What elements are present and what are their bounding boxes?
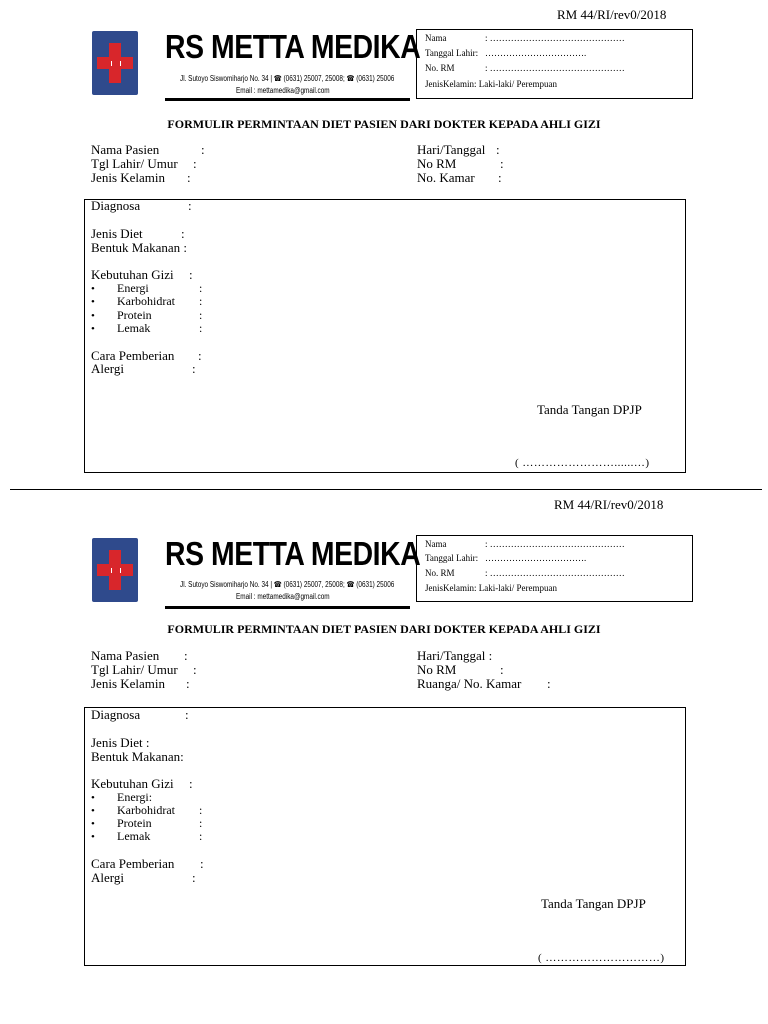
id-row-no-rm: No. RM : ……………………………………… (425, 568, 625, 578)
nutrient-protein: • Protein : (91, 308, 203, 322)
field-diagnosa: Diagnosa : (91, 707, 189, 722)
field-diagnosa: Diagnosa : (91, 198, 192, 213)
field-no-rm: No RM : (417, 662, 504, 677)
field-alergi: Alergi : (91, 361, 196, 376)
field-bentuk-makanan: Bentuk Makanan: (91, 749, 184, 764)
field-no-rm: No RM : (417, 156, 504, 171)
nutrient-protein: • Protein : (91, 816, 203, 830)
hospital-email: Email : mettamedika@gmail.com (236, 86, 330, 95)
field-jenis-kelamin: Jenis Kelamin : (91, 676, 190, 691)
field-cara-pemberian: Cara Pemberian : (91, 348, 202, 363)
signature-label: Tanda Tangan DPJP (541, 896, 646, 911)
field-no-kamar: No. Kamar : (417, 170, 502, 185)
field-jenis-diet: Jenis Diet : (91, 735, 150, 750)
nutrient-energi: • Energi : (91, 281, 203, 295)
hospital-name: RS METTA MEDIKA (165, 535, 421, 572)
patient-id-box (416, 29, 693, 99)
id-row-tanggal-lahir: Tanggal Lahir: ……………………………. (425, 553, 587, 563)
field-hari-tanggal: Hari/Tanggal : (417, 142, 500, 157)
nutrient-karbohidrat: • Karbohidrat : (91, 294, 203, 308)
hospital-address: Jl. Sutoyo Siswomiharjo No. 34 | ☎ (0631) 25007, 25008; ☎ (0631) 25006 (180, 74, 395, 83)
field-tgl-lahir-umur: Tgl Lahir/ Umur : (91, 662, 197, 677)
field-cara-pemberian: Cara Pemberian : (91, 856, 204, 871)
form-title: FORMULIR PERMINTAAN DIET PASIEN DARI DOKTER KEPADA AHLI GIZI (167, 622, 601, 636)
hospital-logo-icon (92, 538, 138, 602)
field-tgl-lahir-umur: Tgl Lahir/ Umur : (91, 156, 197, 171)
id-row-jenis-kelamin: JenisKelamin: Laki-laki/ Perempuan (425, 583, 557, 593)
header-rule (165, 606, 410, 609)
signature-line: ( …………………………) (538, 952, 665, 964)
nutrient-lemak: • Lemak : (91, 321, 203, 335)
hospital-address: Jl. Sutoyo Siswomiharjo No. 34 | ☎ (0631) 25007, 25008; ☎ (0631) 25006 (180, 580, 395, 589)
field-ruang-no-kamar: Ruanga/ No. Kamar : (417, 676, 551, 691)
header-rule (165, 98, 410, 101)
form-code: RM 44/RI/rev0/2018 (557, 7, 667, 22)
field-nama-pasien: Nama Pasien : (91, 142, 205, 157)
field-kebutuhan-gizi: Kebutuhan Gizi : (91, 267, 193, 282)
form-code: RM 44/RI/rev0/2018 (554, 497, 664, 512)
field-hari-tanggal: Hari/Tanggal : (417, 648, 493, 663)
hospital-email: Email : mettamedika@gmail.com (236, 592, 330, 601)
form-title: FORMULIR PERMINTAAN DIET PASIEN DARI DOKTER KEPADA AHLI GIZI (167, 117, 601, 131)
patient-id-box (416, 535, 693, 602)
hospital-name: RS METTA MEDIKA (165, 28, 421, 65)
field-jenis-kelamin: Jenis Kelamin : (91, 170, 191, 185)
nutrient-energi: • Energi: (91, 790, 153, 804)
cut-line-divider (10, 489, 762, 490)
nutrient-karbohidrat: • Karbohidrat : (91, 803, 203, 817)
nutrient-lemak: • Lemak : (91, 829, 203, 843)
field-bentuk-makanan: Bentuk Makanan : (91, 240, 188, 255)
field-alergi: Alergi : (91, 870, 196, 885)
signature-label: Tanda Tangan DPJP (537, 402, 642, 417)
signature-line: ( ……………………......…) (515, 457, 650, 469)
field-kebutuhan-gizi: Kebutuhan Gizi : (91, 776, 193, 791)
hospital-logo-icon (92, 31, 138, 95)
id-row-jenis-kelamin: JenisKelamin: Laki-laki/ Perempuan (425, 79, 557, 89)
id-row-nama: Nama : ……………………………………… (425, 539, 625, 549)
field-jenis-diet: Jenis Diet : (91, 226, 185, 241)
id-row-no-rm: No. RM : ……………………………………… (425, 63, 625, 73)
field-nama-pasien: Nama Pasien : (91, 648, 188, 663)
id-row-nama: Nama : ……………………………………… (425, 33, 625, 43)
id-row-tanggal-lahir: Tanggal Lahir: ……………………………. (425, 48, 587, 58)
